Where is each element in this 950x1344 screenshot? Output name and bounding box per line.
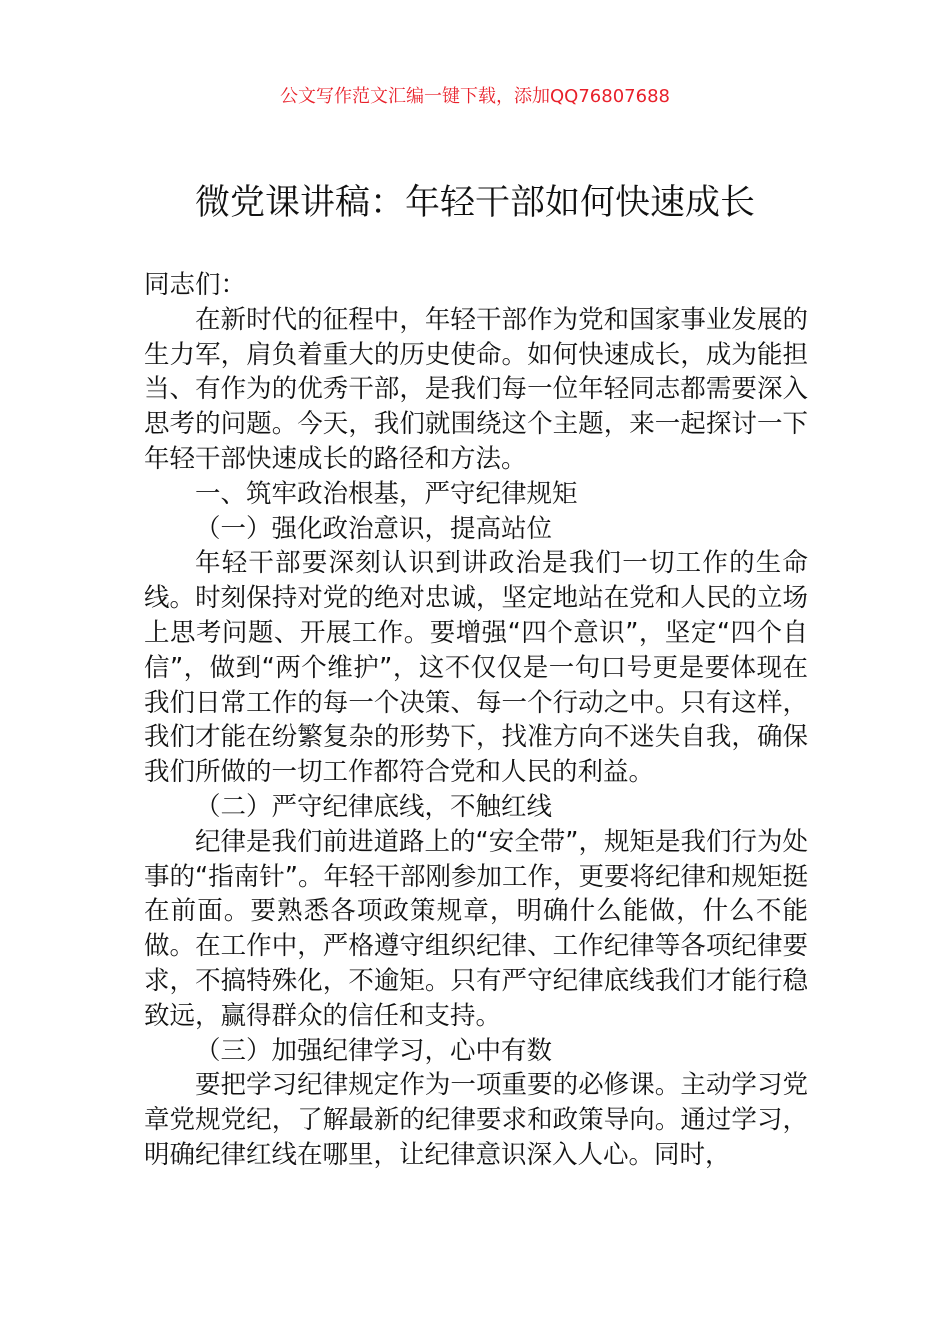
section-heading: 一、筑牢政治根基，严守纪律规矩 bbox=[195, 478, 578, 509]
subsection-heading: （三）加强纪律学习，心中有数 bbox=[195, 1035, 553, 1066]
subsection-heading: （二）严守纪律底线，不触红线 bbox=[195, 791, 553, 822]
paragraph: 要把学习纪律规定作为一项重要的必修课。主动学习党章党规党纪，了解最新的纪律要求和政策导向。通过学习，明确纪律红线在哪里，让纪律意识深入人心。同时， bbox=[144, 1070, 808, 1170]
download-ad-banner: 公文写作范文汇编一键下载，添加QQ76807688 bbox=[280, 86, 670, 107]
paragraph-intro: 在新时代的征程中，年轻干部作为党和国家事业发展的生力军，肩负着重大的历史使命。如何快速成长，成为能担当、有作为的优秀干部，是我们每一位年轻同志都需要深入思考的问题。今天，我们就围绕这个主题，来一起探讨一下年轻干部快速成长的路径和方法。 bbox=[144, 304, 808, 474]
subsection-heading: （一）强化政治意识，提高站位 bbox=[195, 513, 553, 544]
document-body bbox=[144, 268, 808, 1173]
salutation: 同志们： bbox=[144, 270, 247, 300]
paragraph: 纪律是我们前进道路上的“安全带”，规矩是我们行为处事的“指南针”。年轻干部刚参加工作，更要将纪律和规矩挺在前面。要熟悉各项政策规章，明确什么能做，什么不能做。在工作中，严格遵守组织纪律、工作纪律等各项纪律要求，不搞特殊化，不逾矩。只有严守纪律底线我们才能行稳致远，赢得群众的信任和支持。 bbox=[144, 826, 808, 1031]
paragraph: 年轻干部要深刻认识到讲政治是我们一切工作的生命线。时刻保持对党的绝对忠诚，坚定地站在党和人民的立场上思考问题、开展工作。要增强“四个意识”，坚定“四个自信”，做到“两个维护”，这不仅仅是一句口号更是要体现在我们日常工作的每一个决策、每一个行动之中。只有这样，我们才能在纷繁复杂的形势下，找准方向不迷失自我，确保我们所做的一切工作都符合党和人民的利益。 bbox=[144, 548, 808, 788]
document-title: 微党课讲稿：年轻干部如何快速成长 bbox=[194, 183, 755, 223]
